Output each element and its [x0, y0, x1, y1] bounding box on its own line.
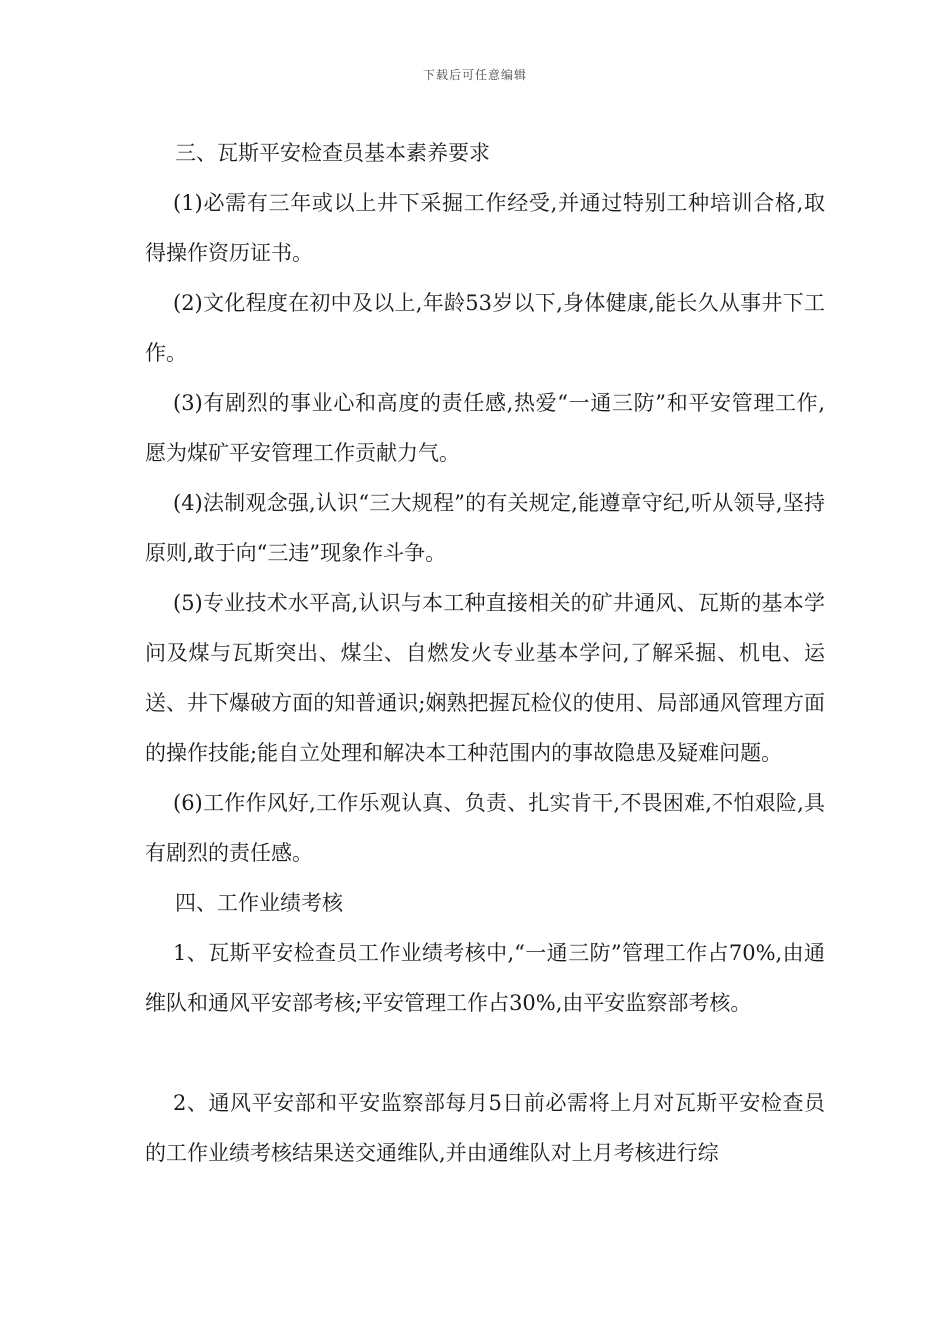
requirement-item-2: (2)文化程度在初中及以上,年龄53岁以下,身体健康,能长久从事井下工作。: [145, 291, 825, 365]
requirement-item-4: (4)法制观念强,认识“三大规程”的有关规定,能遵章守纪,听从领导,坚持原则,敢于向“三违”现象作斗争。: [145, 491, 825, 565]
requirement-item-1: (1)必需有三年或以上井下采掘工作经受,并通过特别工种培训合格,取得操作资历证书。: [145, 191, 825, 265]
document-body: [145, 128, 825, 1178]
paragraph-gap: [145, 1028, 825, 1078]
requirement-item-5: (5)专业技术水平高,认识与本工种直接相关的矿井通风、瓦斯的基本学问及煤与瓦斯突出、煤尘、自燃发火专业基本学问,了解采掘、机电、运送、井下爆破方面的知普通识;娴熟把握瓦检仪的使用、局部通风管理方面的操作技能;能自立处理和解决本工种范围内的事故隐患及疑难问题。: [145, 591, 825, 765]
assessment-point-1: 1、瓦斯平安检查员工作业绩考核中,“一通三防”管理工作占70%,由通维队和通风平安部考核;平安管理工作占30%,由平安监察部考核。: [145, 941, 825, 1015]
requirement-item-6: (6)工作作风好,工作乐观认真、负责、扎实肯干,不畏困难,不怕艰险,具有剧烈的责任感。: [145, 791, 825, 865]
page-header: 下载后可任意编辑: [422, 68, 527, 82]
section-4-heading: 四、工作业绩考核: [175, 891, 343, 915]
section-3-heading: 三、瓦斯平安检查员基本素养要求: [175, 141, 490, 165]
requirement-item-3: (3)有剧烈的事业心和高度的责任感,热爱“一通三防”和平安管理工作,愿为煤矿平安管理工作贡献力气。: [145, 391, 825, 465]
assessment-point-2: 2、通风平安部和平安监察部每月5日前必需将上月对瓦斯平安检查员的工作业绩考核结果送交通维队,并由通维队对上月考核进行综: [145, 1091, 825, 1165]
